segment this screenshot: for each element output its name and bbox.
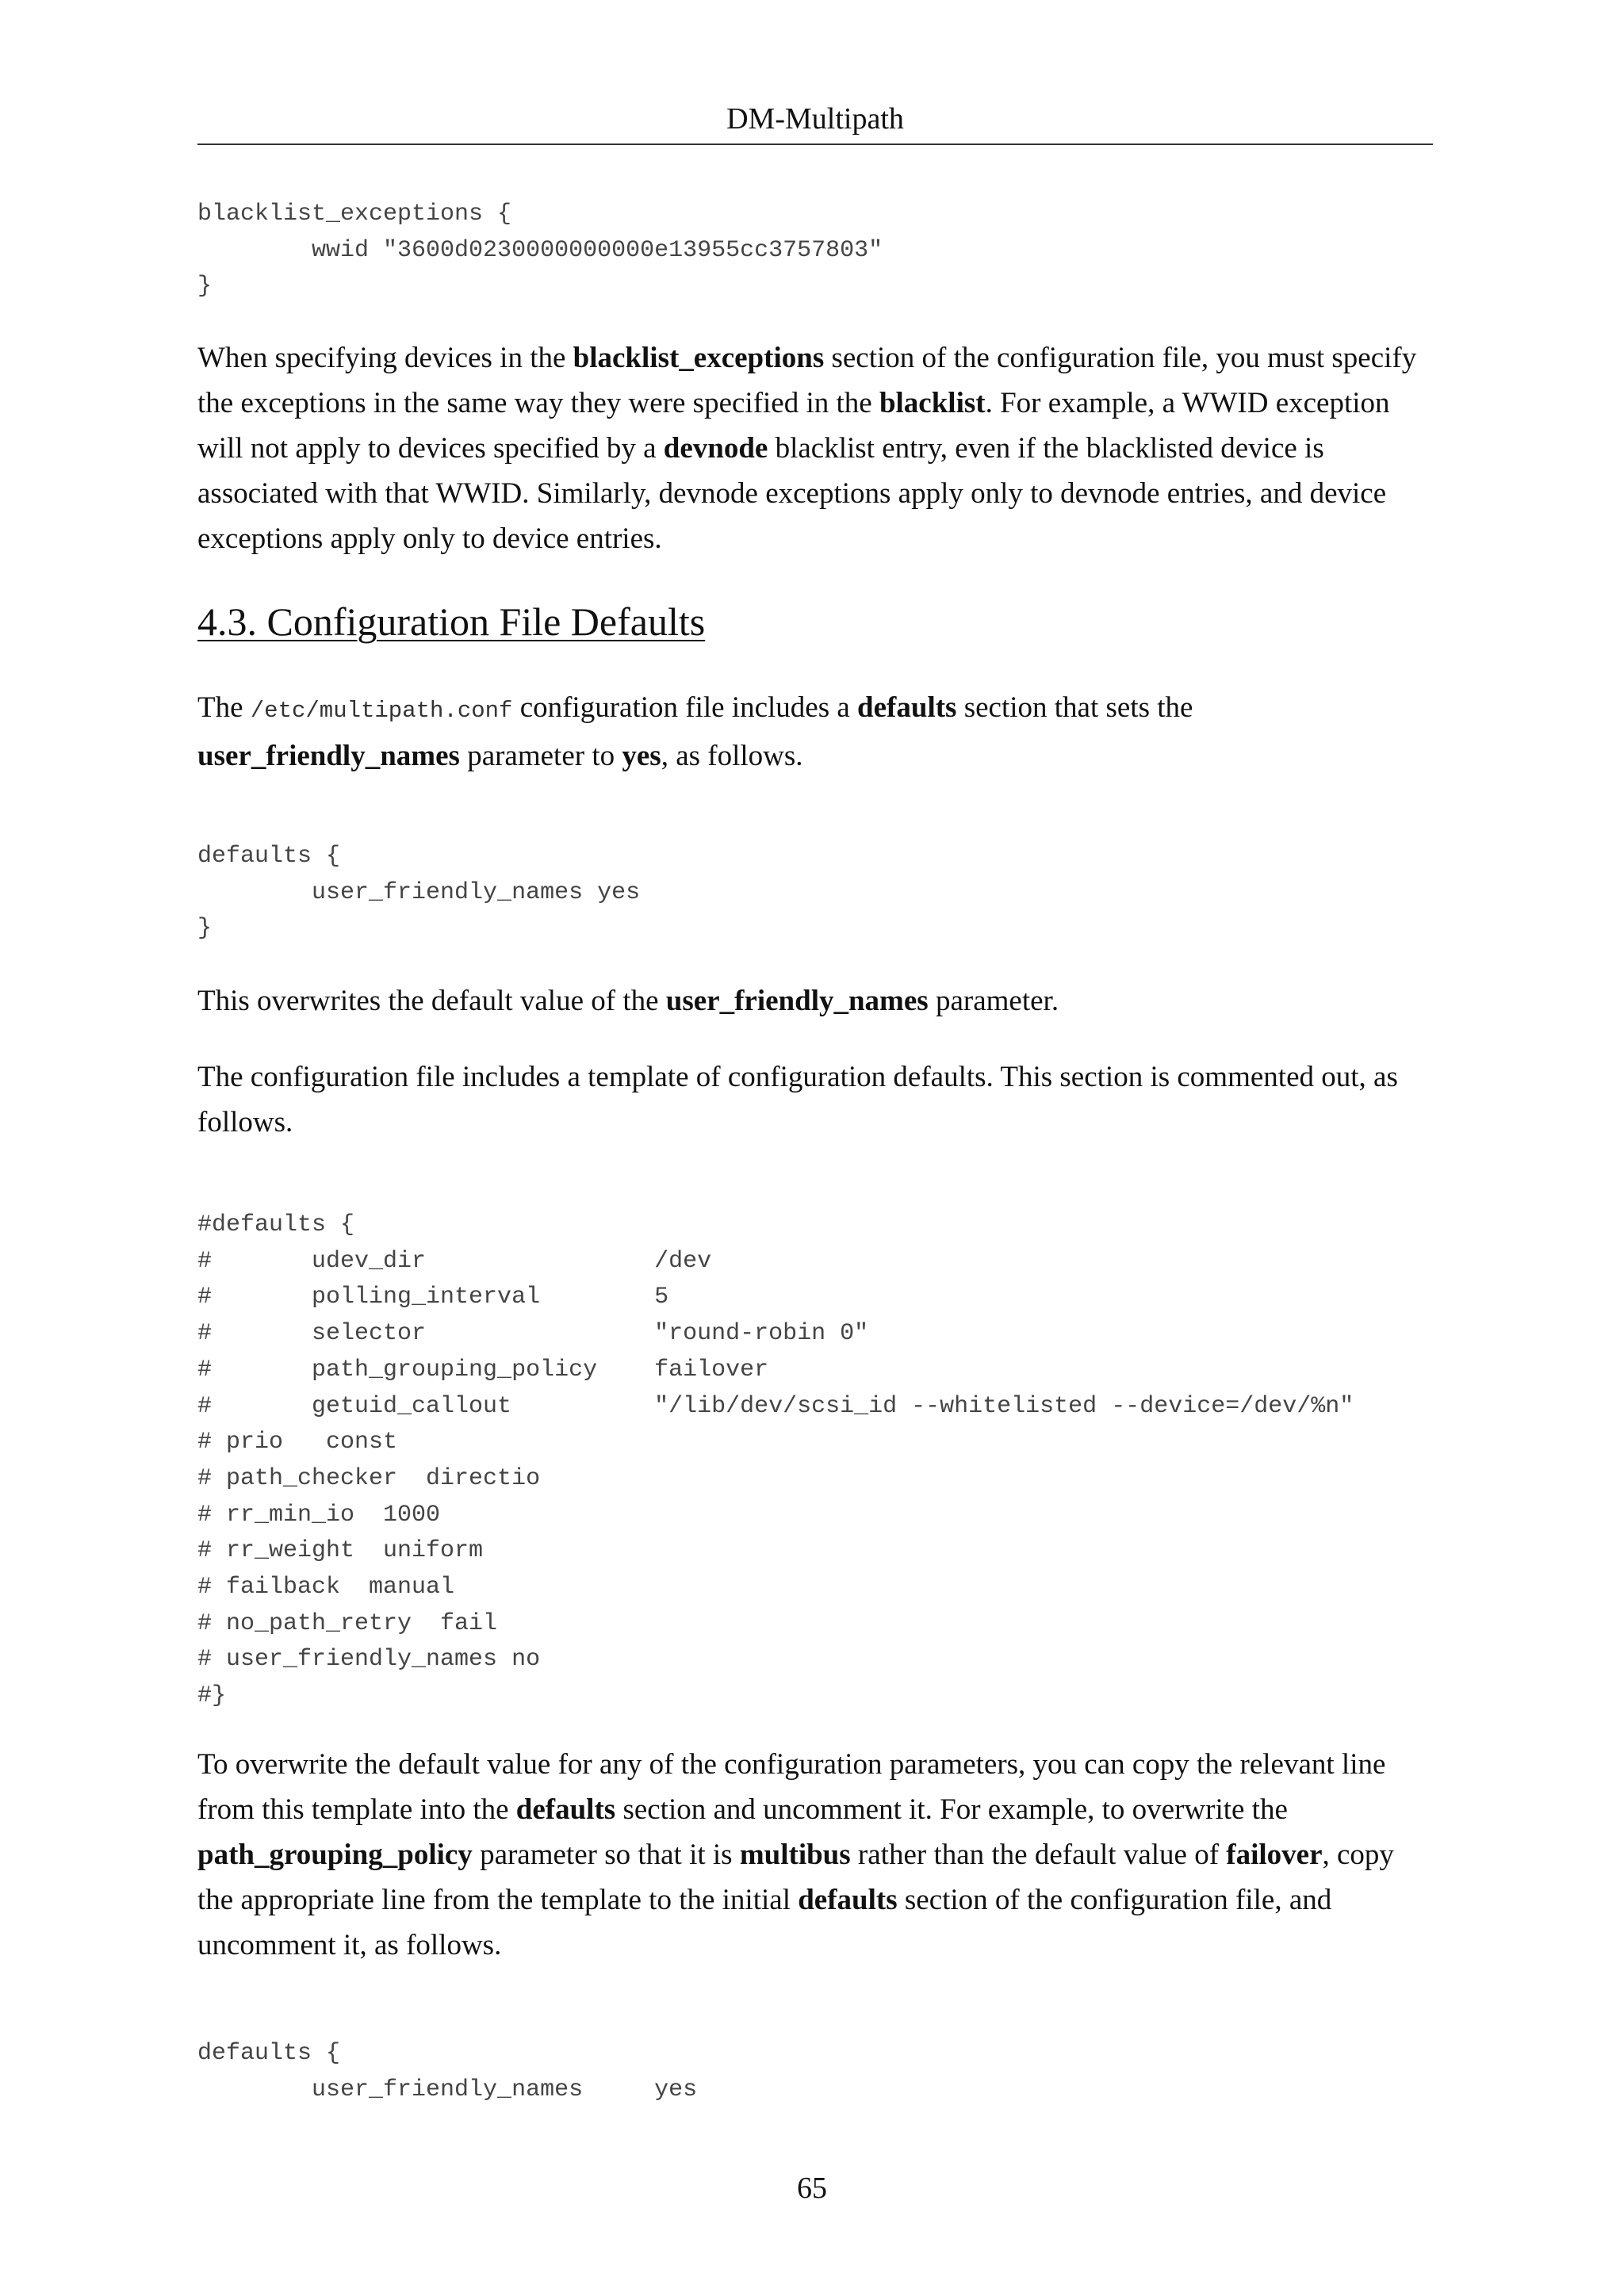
paragraph-template-intro: The configuration file includes a template of configuration defaults. This section is commented out, as follows. <box>197 1061 1398 1138</box>
running-header: DM-Multipath <box>726 102 904 136</box>
paragraph-overwrite-note: This overwrites the default value of the user_friendly_names parameter. <box>197 985 1059 1017</box>
page-number: 65 <box>797 2172 827 2205</box>
section-heading: 4.3. Configuration File Defaults <box>197 599 706 644</box>
config-file-path: /etc/multipath.conf <box>250 698 513 724</box>
header-rule <box>197 144 1433 145</box>
paragraph-defaults-intro: The /etc/multipath.conf configuration file includes a defaults section that sets the user_friendly_names parameter to yes, as follows. <box>197 691 1193 772</box>
code-block-defaults-uncommented: defaults { user_friendly_names yes <box>197 2040 698 2103</box>
code-block-blacklist-exceptions: blacklist_exceptions { wwid "3600d0230000000000e13955cc3757803" } <box>197 201 883 300</box>
code-block-defaults: defaults { user_friendly_names yes } <box>197 843 641 943</box>
paragraph-blacklist-exceptions: When specifying devices in the blacklist_exceptions section of the configuration file, you must specify the exceptions in the same way they were specified in the blacklist. For example, a WWID exception will not apply to devices specified by a devnode blacklist entry, even if the blacklisted device is associated with that WWID. Similarly, devnode exceptions apply only to devnode entries, and device exceptions apply only to device entries. <box>197 342 1417 555</box>
code-block-defaults-template: #defaults { # udev_dir /dev # polling_interval 5 # selector "round-robin 0" # path_grouping_policy failover # getuid_callout "/lib/dev/scsi_id --whitelisted --device=/dev/%n" # prio const # path_checker directio # rr_min_io 1000 # rr_weight uniform # failback manual # no_path_retry fail # user_friendly_names no #} <box>197 1211 1354 1710</box>
paragraph-overwrite-instructions: To overwrite the default value for any of the configuration parameters, you can copy the relevant line from this template into the defaults section and uncomment it. For example, to overwrite the path_grouping_policy parameter so that it is multibus rather than the default value of failover, copy the appropriate line from the template to the initial defaults section of the configuration file, and uncomment it, as follows. <box>197 1748 1394 1961</box>
